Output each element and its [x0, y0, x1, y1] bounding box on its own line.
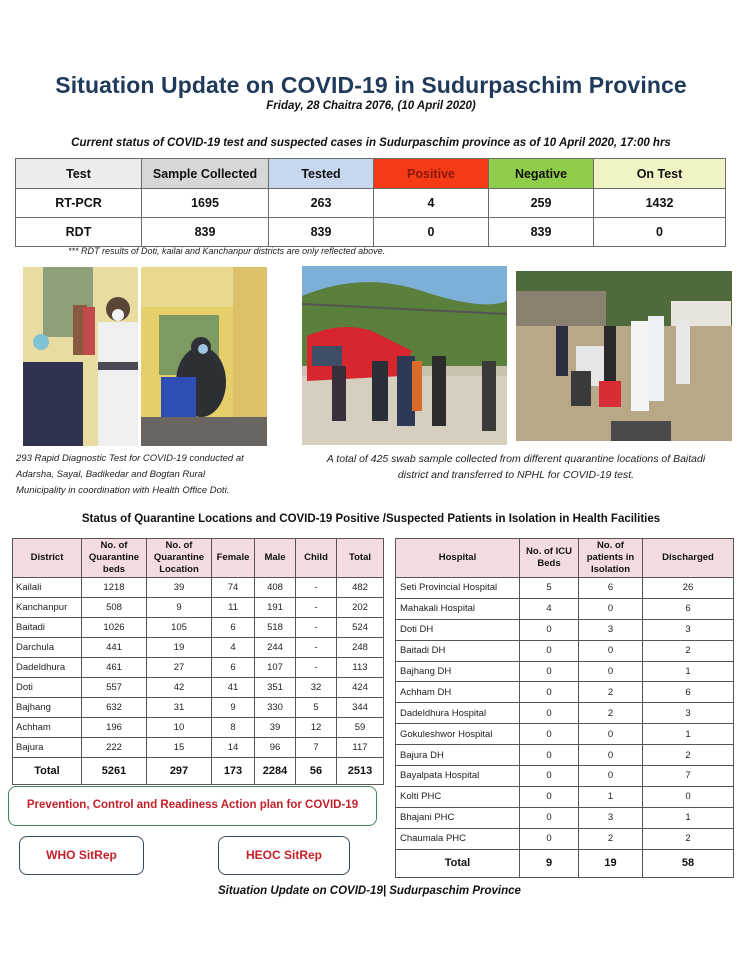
- value-cell: 31: [147, 698, 212, 718]
- value-cell: 11: [212, 598, 255, 618]
- value-cell: 96: [255, 738, 296, 758]
- row-label-cell: Dadeldhura Hospital: [396, 703, 520, 724]
- value-cell: 6: [579, 578, 643, 599]
- table-row: [396, 724, 734, 745]
- value-cell: 39: [255, 718, 296, 738]
- cell: 1432: [594, 189, 726, 218]
- value-cell: 6: [212, 618, 255, 638]
- caption-line: A total of 425 swab sample collected from different quarantine locations of Baitadi: [326, 453, 706, 465]
- col-child: Child: [296, 539, 337, 578]
- row-label-cell: Doti DH: [396, 619, 520, 640]
- value-cell: 344: [337, 698, 384, 718]
- col-negative: Negative: [489, 159, 594, 189]
- cell: 839: [142, 218, 269, 247]
- total-value-cell: 5261: [82, 758, 147, 785]
- value-cell: 0: [520, 661, 579, 682]
- col-sample-collected: Sample Collected: [142, 159, 269, 189]
- value-cell: 1: [643, 661, 734, 682]
- value-cell: 113: [337, 658, 384, 678]
- row-label-cell: Seti Provincial Hospital: [396, 578, 520, 599]
- hospital-isolation-table: [395, 538, 734, 878]
- photo-caption-right: [296, 451, 736, 483]
- value-cell: 3: [579, 807, 643, 828]
- table-row: [13, 598, 384, 618]
- table-row: [396, 703, 734, 724]
- total-value-cell: 173: [212, 758, 255, 785]
- value-cell: 59: [337, 718, 384, 738]
- row-label-cell: Bajhang DH: [396, 661, 520, 682]
- cell: 0: [594, 218, 726, 247]
- row-label-cell: Gokuleshwor Hospital: [396, 724, 520, 745]
- photo-helicopter-swab-transport: [302, 266, 507, 445]
- value-cell: 74: [212, 578, 255, 598]
- total-value-cell: 2284: [255, 758, 296, 785]
- cell: 0: [374, 218, 489, 247]
- col-icu-beds: No. of ICU Beds: [520, 539, 579, 578]
- table-row: [396, 578, 734, 599]
- row-label-cell: Chaumala PHC: [396, 828, 520, 849]
- photo-rdt-testing-2: [141, 267, 267, 446]
- value-cell: 0: [520, 807, 579, 828]
- value-cell: 8: [212, 718, 255, 738]
- value-cell: 41: [212, 678, 255, 698]
- value-cell: 2: [643, 828, 734, 849]
- value-cell: 14: [212, 738, 255, 758]
- table-row: [13, 578, 384, 598]
- col-discharged: Discharged: [643, 539, 734, 578]
- row-label-cell: Kolti PHC: [396, 786, 520, 807]
- value-cell: 202: [337, 598, 384, 618]
- value-cell: 461: [82, 658, 147, 678]
- value-cell: 0: [520, 786, 579, 807]
- col-test: Test: [16, 159, 142, 189]
- col-on-test: On Test: [594, 159, 726, 189]
- value-cell: 4: [520, 598, 579, 619]
- action-plan-link-button[interactable]: Prevention, Control and Readiness Action plan for COVID-19: [8, 786, 377, 826]
- cell: 263: [269, 189, 374, 218]
- value-cell: 557: [82, 678, 147, 698]
- cell: RDT: [16, 218, 142, 247]
- table-row: [396, 619, 734, 640]
- total-value-cell: 58: [643, 849, 734, 877]
- value-cell: 4: [212, 638, 255, 658]
- value-cell: 6: [643, 598, 734, 619]
- total-row: [13, 758, 384, 785]
- row-label-cell: Kanchanpur: [13, 598, 82, 618]
- value-cell: 5: [520, 578, 579, 599]
- value-cell: 32: [296, 678, 337, 698]
- value-cell: -: [296, 618, 337, 638]
- value-cell: 6: [643, 682, 734, 703]
- table-row-rt-pcr: [16, 189, 726, 218]
- value-cell: 0: [520, 640, 579, 661]
- row-label-cell: Bhajani PHC: [396, 807, 520, 828]
- cell: 1695: [142, 189, 269, 218]
- value-cell: 0: [520, 619, 579, 640]
- row-label-cell: Mahakali Hospital: [396, 598, 520, 619]
- value-cell: -: [296, 658, 337, 678]
- value-cell: 19: [147, 638, 212, 658]
- value-cell: 2: [579, 828, 643, 849]
- test-status-table: [15, 158, 726, 247]
- col-positive: Positive: [374, 159, 489, 189]
- value-cell: 0: [520, 828, 579, 849]
- cell: 259: [489, 189, 594, 218]
- value-cell: 9: [212, 698, 255, 718]
- total-value-cell: 2513: [337, 758, 384, 785]
- row-label-cell: Achham: [13, 718, 82, 738]
- col-tested: Tested: [269, 159, 374, 189]
- cell: 839: [269, 218, 374, 247]
- value-cell: 1218: [82, 578, 147, 598]
- row-label-cell: Bajura: [13, 738, 82, 758]
- value-cell: 0: [579, 661, 643, 682]
- value-cell: 0: [579, 745, 643, 766]
- value-cell: 2: [643, 640, 734, 661]
- test-table-header-row: [16, 159, 726, 189]
- table-row: [396, 766, 734, 787]
- col-quarantine-location: No. of Quarantine Location: [147, 539, 212, 578]
- value-cell: 9: [147, 598, 212, 618]
- value-cell: 2: [579, 703, 643, 724]
- table-row: [13, 638, 384, 658]
- table-row-rdt: [16, 218, 726, 247]
- value-cell: 39: [147, 578, 212, 598]
- value-cell: 1026: [82, 618, 147, 638]
- value-cell: 191: [255, 598, 296, 618]
- value-cell: 12: [296, 718, 337, 738]
- value-cell: 518: [255, 618, 296, 638]
- total-label-cell: Total: [13, 758, 82, 785]
- table-row: [396, 682, 734, 703]
- value-cell: 15: [147, 738, 212, 758]
- row-label-cell: Bajhang: [13, 698, 82, 718]
- quarantine-table: [12, 538, 384, 785]
- value-cell: 0: [579, 640, 643, 661]
- total-value-cell: 297: [147, 758, 212, 785]
- row-label-cell: Darchula: [13, 638, 82, 658]
- table-row: [13, 618, 384, 638]
- caption-line: Adarsha, Sayal, Badikedar and Bogtan Rural: [16, 469, 206, 480]
- value-cell: 7: [296, 738, 337, 758]
- col-quarantine-beds: No. of Quarantine beds: [82, 539, 147, 578]
- row-label-cell: Bajura DH: [396, 745, 520, 766]
- value-cell: 0: [520, 766, 579, 787]
- row-label-cell: Baitadi: [13, 618, 82, 638]
- value-cell: 6: [212, 658, 255, 678]
- value-cell: 0: [579, 724, 643, 745]
- row-label-cell: Baitadi DH: [396, 640, 520, 661]
- total-row: [396, 849, 734, 877]
- col-isolation-patients: No. of patients in Isolation: [579, 539, 643, 578]
- test-status-caption: Current status of COVID-19 test and suspected cases in Sudurpaschim province as of 10 April 2020, 17:00 hrs: [71, 137, 671, 149]
- value-cell: 248: [337, 638, 384, 658]
- row-label-cell: Kailali: [13, 578, 82, 598]
- caption-line: 293 Rapid Diagnostic Test for COVID-19 conducted at: [16, 453, 244, 464]
- value-cell: 441: [82, 638, 147, 658]
- value-cell: 0: [520, 703, 579, 724]
- col-district: District: [13, 539, 82, 578]
- table-row: [396, 828, 734, 849]
- page-footer: Situation Update on COVID-19| Sudurpaschim Province: [218, 885, 521, 897]
- value-cell: 7: [643, 766, 734, 787]
- value-cell: 105: [147, 618, 212, 638]
- value-cell: 0: [643, 786, 734, 807]
- value-cell: 0: [579, 766, 643, 787]
- quarantine-header-row: [13, 539, 384, 578]
- col-hospital: Hospital: [396, 539, 520, 578]
- table-row: [396, 598, 734, 619]
- report-date: Friday, 28 Chaitra 2076, (10 April 2020): [266, 100, 476, 112]
- photo-rdt-testing-1: [23, 267, 138, 446]
- table-row: [13, 738, 384, 758]
- cell: RT-PCR: [16, 189, 142, 218]
- value-cell: -: [296, 598, 337, 618]
- total-value-cell: 9: [520, 849, 579, 877]
- total-value-cell: 56: [296, 758, 337, 785]
- table-row: [396, 661, 734, 682]
- value-cell: 3: [643, 619, 734, 640]
- value-cell: 0: [520, 745, 579, 766]
- total-value-cell: 19: [579, 849, 643, 877]
- value-cell: 10: [147, 718, 212, 738]
- value-cell: 424: [337, 678, 384, 698]
- value-cell: 330: [255, 698, 296, 718]
- value-cell: 1: [579, 786, 643, 807]
- total-label-cell: Total: [396, 849, 520, 877]
- value-cell: 5: [296, 698, 337, 718]
- value-cell: 0: [520, 724, 579, 745]
- value-cell: 27: [147, 658, 212, 678]
- value-cell: 482: [337, 578, 384, 598]
- quarantine-section-heading: Status of Quarantine Locations and COVID-19 Positive /Suspected Patients in Isolation in Health Facilities: [81, 513, 661, 525]
- row-label-cell: Bayalpata Hospital: [396, 766, 520, 787]
- value-cell: 2: [579, 682, 643, 703]
- value-cell: 117: [337, 738, 384, 758]
- value-cell: 3: [579, 619, 643, 640]
- page-title: Situation Update on COVID-19 in Sudurpaschim Province: [55, 72, 687, 98]
- heoc-sitrep-link-button[interactable]: HEOC SitRep: [218, 836, 350, 875]
- value-cell: 0: [579, 598, 643, 619]
- value-cell: 632: [82, 698, 147, 718]
- table-row: [13, 678, 384, 698]
- value-cell: 196: [82, 718, 147, 738]
- table-row: [13, 698, 384, 718]
- value-cell: 107: [255, 658, 296, 678]
- table-row: [396, 807, 734, 828]
- cell: 839: [489, 218, 594, 247]
- value-cell: 408: [255, 578, 296, 598]
- cell: 4: [374, 189, 489, 218]
- photo-caption-left: [16, 451, 286, 499]
- table-row: [13, 658, 384, 678]
- value-cell: -: [296, 638, 337, 658]
- value-cell: 3: [643, 703, 734, 724]
- value-cell: 1: [643, 807, 734, 828]
- value-cell: 2: [643, 745, 734, 766]
- caption-line: district and transferred to NPHL for COVID-19 test.: [397, 469, 635, 481]
- who-sitrep-link-button[interactable]: WHO SitRep: [19, 836, 144, 875]
- table-row: [396, 640, 734, 661]
- value-cell: 244: [255, 638, 296, 658]
- value-cell: -: [296, 578, 337, 598]
- col-female: Female: [212, 539, 255, 578]
- row-label-cell: Doti: [13, 678, 82, 698]
- photo-swab-collection-field: [516, 271, 732, 441]
- hospital-header-row: [396, 539, 734, 578]
- value-cell: 42: [147, 678, 212, 698]
- rdt-footnote: *** RDT results of Doti, kailai and Kanchanpur districts are only reflected above.: [68, 246, 386, 256]
- caption-line: Municipality in coordination with Health Office Doti.: [16, 485, 230, 496]
- row-label-cell: Dadeldhura: [13, 658, 82, 678]
- value-cell: 524: [337, 618, 384, 638]
- value-cell: 1: [643, 724, 734, 745]
- table-row: [13, 718, 384, 738]
- value-cell: 26: [643, 578, 734, 599]
- table-row: [396, 745, 734, 766]
- row-label-cell: Achham DH: [396, 682, 520, 703]
- table-row: [396, 786, 734, 807]
- col-total: Total: [337, 539, 384, 578]
- value-cell: 0: [520, 682, 579, 703]
- value-cell: 351: [255, 678, 296, 698]
- value-cell: 508: [82, 598, 147, 618]
- col-male: Male: [255, 539, 296, 578]
- value-cell: 222: [82, 738, 147, 758]
